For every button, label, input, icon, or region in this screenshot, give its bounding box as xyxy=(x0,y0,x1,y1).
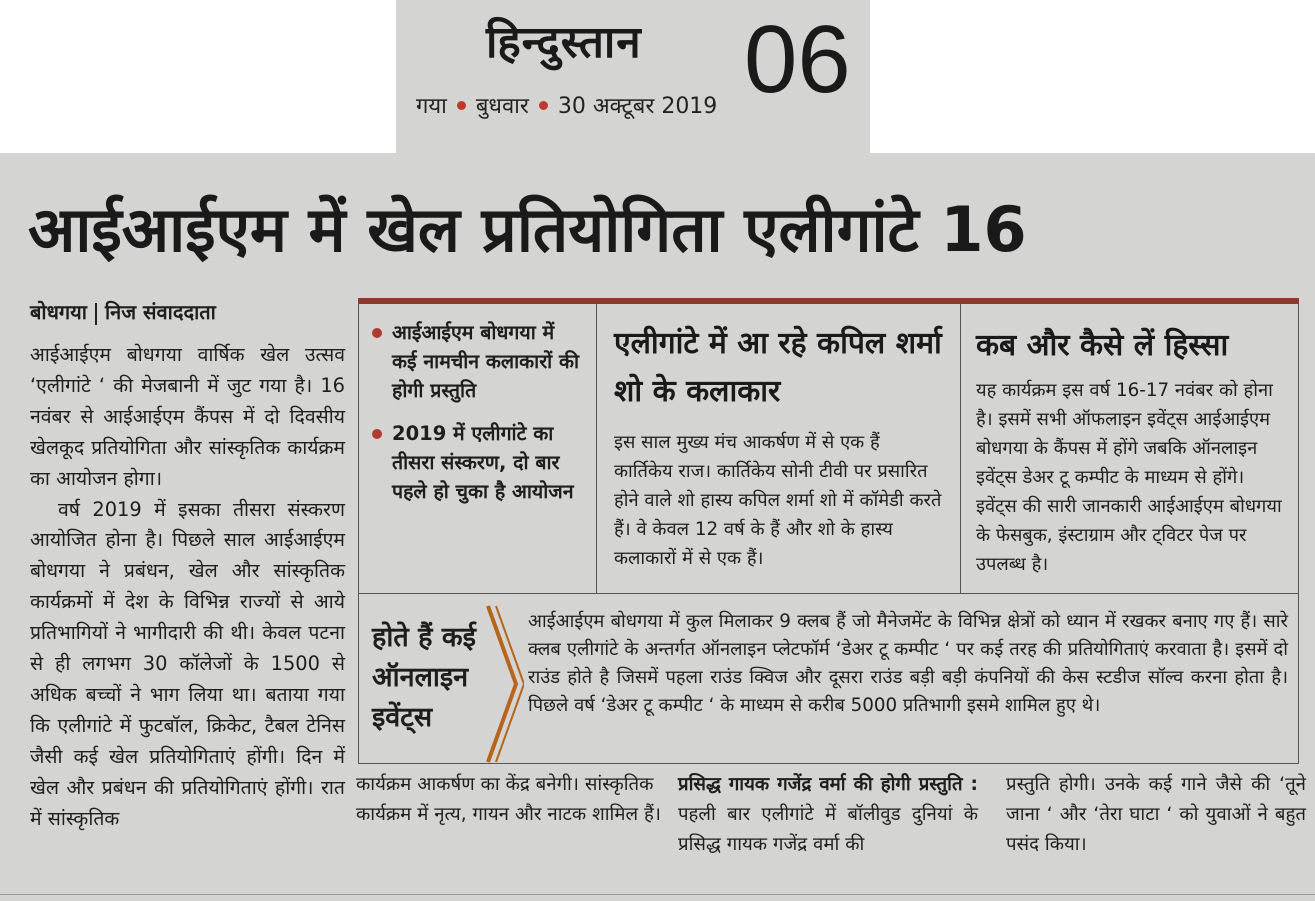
column-divider xyxy=(596,304,597,594)
byline-author: निज संवाददाता xyxy=(104,300,216,324)
byline-place: बोधगया xyxy=(30,300,87,324)
article-body-column xyxy=(30,340,345,835)
headline: आईआईएम में खेल प्रतियोगिता एलीगांटे 16 xyxy=(28,193,1027,266)
continuation-text: प्रस्तुति होगी। उनके कई गाने जैसे की ‘तूने जाना ‘ और ‘तेरा घाटा ‘ को युवाओं ने बहुत पसंद किया। xyxy=(1006,774,1306,855)
column-divider xyxy=(960,304,961,594)
kapil-section xyxy=(614,320,944,573)
dateline xyxy=(416,90,717,120)
newspaper-brand: हिन्दुस्तान xyxy=(486,17,642,68)
singer-heading: प्रसिद्ध गायक गजेंद्र वर्मा की होगी प्रस्तुति : xyxy=(678,774,978,795)
dot-separator-icon xyxy=(457,101,466,110)
byline xyxy=(30,298,216,325)
paragraph: आईआईएम बोधगया वार्षिक खेल उत्सव ‘एलीगांटे ‘ की मेजबानी में जुट गया है। 16 नवंबर से आईआईएम कैंपस में दो दिवसीय खेलकूद प्रतियोगिता और सांस्कृतिक कार्यक्रम का आयोजन होगा। xyxy=(30,343,345,490)
page-number: 06 xyxy=(744,6,851,113)
kapil-text: इस साल मुख्य मंच आकर्षण में से एक हैं कार्तिकेय राज। कार्तिकेय सोनी टीवी पर प्रसारित होने वाले शो हास्य कपिल शर्मा शो में कॉमेडी करते हैं। वे केवल 12 वर्ष के हैं और शो के हास्य कलाकारों में से एक हैं। xyxy=(614,432,942,569)
dateline-day: बुधवार xyxy=(475,94,529,119)
byline-divider xyxy=(95,303,97,325)
online-text: आईआईएम बोधगया में कुल मिलाकर 9 क्लब हैं जो मैनेजमेंट के विभिन्न क्षेत्रों को ध्यान में रखकर बनाए गए हैं। सारे क्लब एलीगांटे के अन्तर्गत ऑनलाइन प्लेटफॉर्म ‘डेअर टू कम्पीट ‘ पर कई तरह की प्रतियोगिताएं करवाता है। इसमें दो राउंड होते है जिसमें पहला राउंड क्विज और दूसरा राउंड बड़ी बड़ी कंपनियों की केस स्टडीज सॉल्व करना होता है। पिछले वर्ष ‘डेअर टू कम्पीट ‘ के माध्यम से करीब 5000 प्रतिभागी इसमे शामिल हुए थे। xyxy=(528,611,1288,716)
singer-paragraph xyxy=(678,770,978,860)
dateline-city: गया xyxy=(416,94,447,119)
paragraph: वर्ष 2019 में इसका तीसरा संस्करण आयोजित होना है। पिछले साल आईआईएम बोधगया ने प्रबंधन, खेल और सांस्कृतिक कार्यक्रमों में देश के विभिन्न राज्यों से आये प्रतिभागियों ने भागीदारी की थी। केवल पटना से ही लगभग 30 कॉलेजों के 1500 से अधिक बच्चों ने भाग लिया था। बताया गया कि एलीगांटे में फुटबॉल, क्रिकेट, टैबल टेनिस जैसी कई खेल प्रतियोगिताएं होंगी। दिन में खेल और प्रबंधन की प्रतियोगिताएं होंगी। रात में सांस्कृतिक xyxy=(30,497,345,830)
highlight-item: आईआईएम बोधगया में कई नामचीन कलाकारों की होगी प्रस्तुति xyxy=(370,318,585,405)
highlight-item: 2019 में एलीगांटे का तीसरा संस्करण, दो बार पहले हो चुका है आयोजन xyxy=(370,419,585,506)
continuation-text: कार्यक्रम आकर्षण का केंद्र बनेगी। सांस्कृतिक कार्यक्रम में नृत्य, गायन और नाटक शामिल हैं। xyxy=(356,774,661,825)
box-border xyxy=(1298,304,1299,764)
online-heading: होते हैं कई ऑनलाइन इवेंट्स xyxy=(372,622,476,733)
box-border xyxy=(358,594,359,764)
section-divider xyxy=(358,593,1299,594)
chevron-right-icon xyxy=(484,604,524,764)
participate-text: यह कार्यक्रम इस वर्ष 16-17 नवंबर को होना है। इसमें सभी ऑफलाइन इवेंट्स आईआईएम बोधगया के कैंपस में होंगे जबकि ऑनलाइन इवेंट्स डेअर टू कम्पीट के माध्यम से होंगे। इवेंट्स की सारी जानकारी आईआईएम बोधगया के फेसबुक, इंस्टाग्राम और ट्विटर पेज पर उपलब्ध है। xyxy=(976,380,1282,575)
page-bottom-rule xyxy=(0,894,1315,895)
highlights-list xyxy=(370,318,585,520)
dot-separator-icon xyxy=(539,101,548,110)
participate-heading: कब और कैसे लें हिस्सा xyxy=(976,328,1229,363)
box-accent-bar xyxy=(358,298,1299,304)
participate-section xyxy=(976,322,1286,579)
dateline-date: 30 अक्टूबर 2019 xyxy=(557,94,718,119)
singer-text: पहली बार एलीगांटे में बॉलीवुड दुनियां के प्रसिद्ध गायक गजेंद्र वर्मा की xyxy=(678,804,978,855)
kapil-heading: एलीगांटे में आ रहे कपिल शर्मा शो के कलाकार xyxy=(614,326,942,409)
box-border xyxy=(358,304,359,594)
